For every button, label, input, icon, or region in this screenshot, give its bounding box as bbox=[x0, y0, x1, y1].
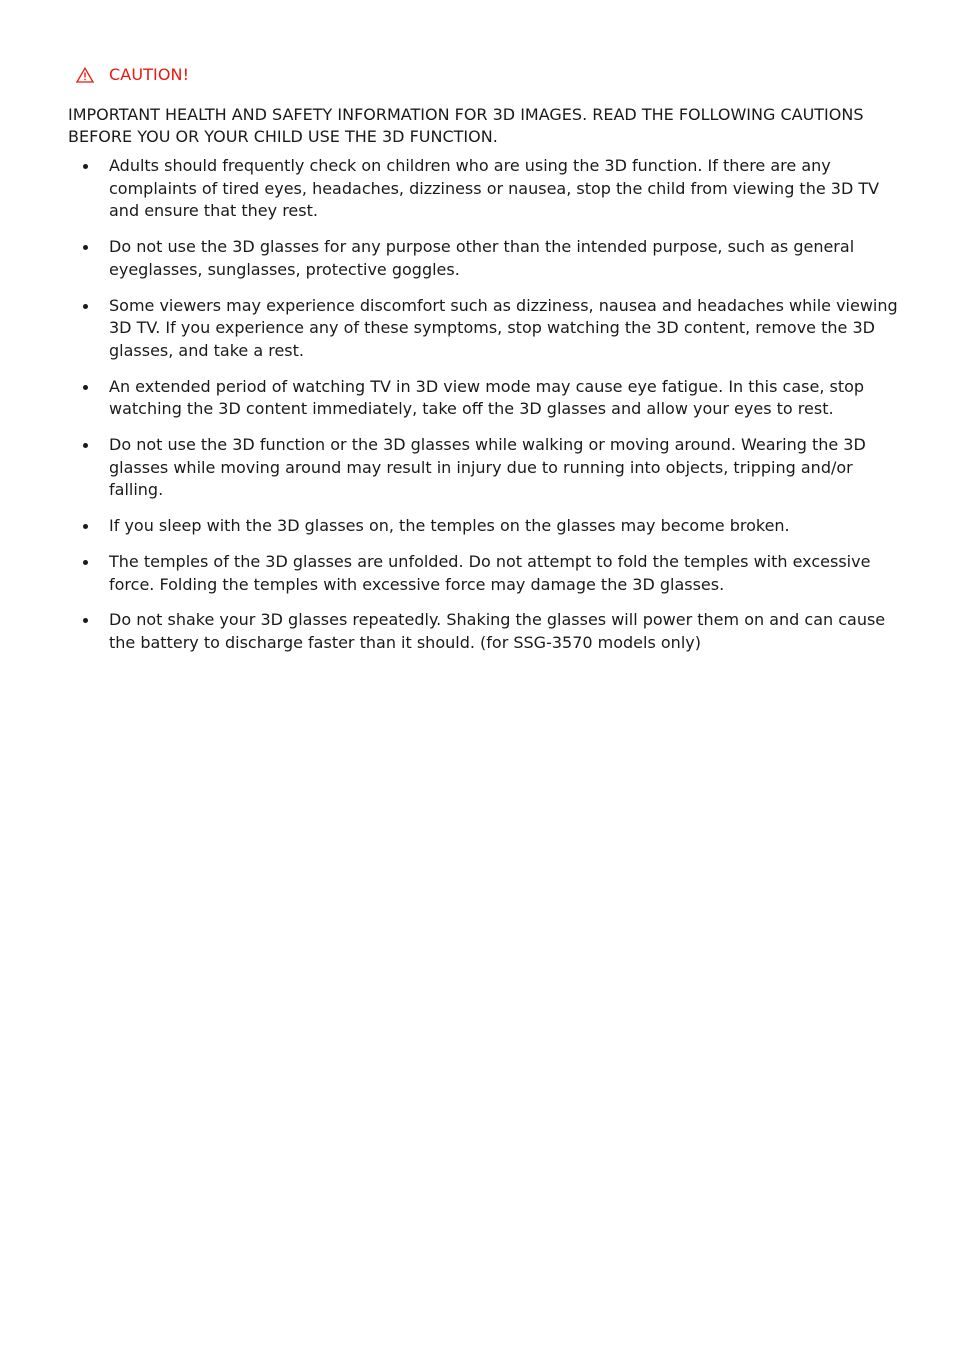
list-item bbox=[68, 434, 898, 502]
bullet-icon bbox=[83, 524, 88, 529]
bullet-icon bbox=[83, 385, 88, 390]
list-item bbox=[68, 609, 898, 654]
list-item-text: If you sleep with the 3D glasses on, the temples on the glasses may become broken. bbox=[109, 516, 790, 536]
list-item bbox=[68, 376, 898, 421]
list-item bbox=[68, 155, 898, 223]
list-item-text: Some viewers may experience discomfort such as dizziness, nausea and headaches while viewing 3D TV. If you experience any of these symptoms, stop watching the 3D content, remove the 3D glasses, and take a rest. bbox=[109, 295, 898, 360]
list-item bbox=[68, 295, 898, 363]
list-item-text: An extended period of watching TV in 3D view mode may cause eye fatigue. In this case, stop watching the 3D content immediately, take off the 3D glasses and allow your eyes to rest. bbox=[109, 376, 865, 419]
list-item-text: Do not use the 3D function or the 3D glasses while walking or moving around. Wearing the 3D glasses while moving around may result in injury due to running into objects, tripping and/or falling. bbox=[109, 435, 866, 500]
bullet-icon bbox=[83, 618, 88, 623]
list-item-text: Do not use the 3D glasses for any purpose other than the intended purpose, such as general eyeglasses, sunglasses, protective goggles. bbox=[109, 237, 855, 279]
bullet-icon bbox=[83, 164, 88, 169]
bullet-icon bbox=[83, 245, 88, 250]
caution-header bbox=[76, 64, 189, 86]
list-item-text: Adults should frequently check on children who are using the 3D function. If there are any complaints of tired eyes, headaches, dizziness or nausea, stop the child from viewing the 3D TV and ensure that they rest. bbox=[109, 156, 880, 221]
safety-bullet-list bbox=[68, 155, 898, 668]
list-item bbox=[68, 551, 898, 596]
list-item-text: Do not shake your 3D glasses repeatedly. Shaking the glasses will power them on and can cause the battery to discharge faster than it should. (for SSG-3570 models only) bbox=[109, 610, 886, 652]
bullet-icon bbox=[83, 443, 88, 448]
warning-triangle-icon bbox=[76, 67, 94, 83]
list-item bbox=[68, 236, 898, 281]
bullet-icon bbox=[83, 304, 88, 309]
list-item bbox=[68, 515, 898, 538]
safety-heading: IMPORTANT HEALTH AND SAFETY INFORMATION FOR 3D IMAGES. READ THE FOLLOWING CAUTIONS BEFORE YOU OR YOUR CHILD USE THE 3D FUNCTION. bbox=[68, 105, 864, 146]
caution-label: CAUTION! bbox=[109, 65, 190, 84]
bullet-icon bbox=[83, 560, 88, 565]
list-item-text: The temples of the 3D glasses are unfolded. Do not attempt to fold the temples with excessive force. Folding the temples with excessive force may damage the 3D glasses. bbox=[109, 551, 871, 594]
